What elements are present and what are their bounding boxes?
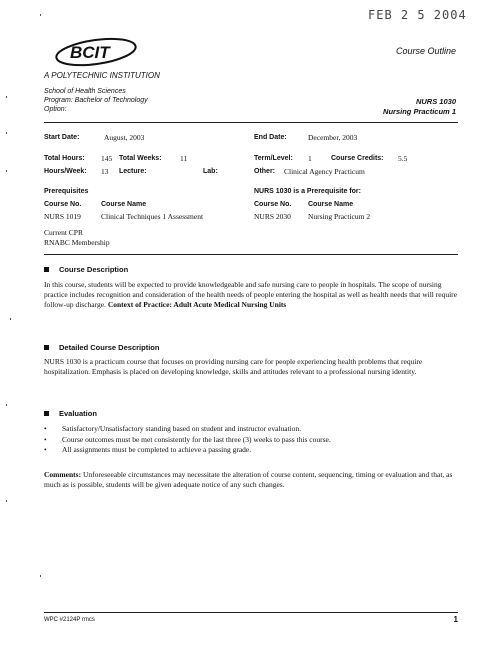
prereq-course-name: Clinical Techniques 1 Assessment	[101, 212, 204, 221]
scan-speck	[6, 404, 7, 406]
prereq-for-course-no: NURS 2030	[254, 212, 291, 221]
page-number: 1	[453, 615, 458, 624]
school-name: School of Health Sciences	[44, 88, 126, 95]
start-date-value: August, 2003	[104, 133, 145, 142]
received-date-stamp: FEB 2 5 2004	[368, 8, 467, 22]
course-description-title: Course Description	[59, 265, 129, 274]
prereq-col-course-no: Course No.	[44, 201, 82, 208]
program-name: Program: Bachelor of Technology	[44, 97, 148, 104]
document-title: Course Outline	[395, 46, 456, 56]
course-credits-value: 5.5	[398, 154, 408, 163]
total-weeks-label: Total Weeks:	[119, 155, 162, 162]
total-hours-label: Total Hours:	[44, 155, 85, 162]
start-date-label: Start Date:	[44, 134, 80, 141]
evaluation-list	[44, 424, 458, 456]
prereq-for-course-name: Nursing Practicum 2	[308, 212, 371, 221]
scan-speck	[6, 96, 7, 98]
scan-speck	[10, 318, 11, 320]
course-description-body: In this course, students will be expected to provide knowledgeable and safe nursing care to people in hospitals. The scope of nursing practice includes recognition and consideration of the health needs of people entering the hospital as well as health needs that will require follow-up discharge.	[44, 280, 457, 309]
course-credits-label: Course Credits:	[331, 155, 384, 162]
section-bullet-icon	[44, 345, 49, 350]
evaluation-item: • Satisfactory/Unsatisfactory standing based on student and instructor evaluation.	[44, 424, 458, 435]
course-title: Nursing Practicum 1	[383, 107, 456, 116]
comments-text: Unforeseeable circumstances may necessitate the alteration of course content, sequencing, timing or evaluation and that, as much as is possible, students will be given adequate notice of any such changes.	[44, 470, 453, 489]
hours-week-value: 13	[101, 167, 109, 176]
info-divider	[44, 254, 458, 255]
evaluation-title: Evaluation	[59, 409, 97, 418]
lab-label: Lab:	[203, 168, 218, 175]
institution-tagline: A POLYTECHNIC INSTITUTION	[44, 71, 160, 80]
other-value: Clinical Agency Practicum	[284, 167, 365, 176]
evaluation-item: • All assignments must be completed to achieve a passing grade.	[44, 445, 458, 456]
total-hours-value: 145	[101, 154, 113, 163]
term-level-label: Term/Level:	[254, 155, 293, 162]
scan-speck	[40, 575, 41, 577]
total-weeks-value: 11	[180, 154, 188, 163]
detailed-description-title: Detailed Course Description	[59, 343, 160, 352]
lecture-label: Lecture:	[119, 168, 147, 175]
end-date-value: December, 2003	[308, 133, 358, 142]
prereq-for-col-course-name: Course Name	[308, 201, 354, 208]
hours-week-label: Hours/Week:	[44, 168, 87, 175]
section-bullet-icon	[44, 411, 49, 416]
section-bullet-icon	[44, 267, 49, 272]
course-code: NURS 1030	[415, 97, 456, 106]
comments-block	[44, 470, 458, 490]
end-date-label: End Date:	[254, 134, 287, 141]
form-id: WPC #2124P rmcs	[44, 617, 95, 623]
evaluation-heading	[44, 409, 97, 418]
course-heading	[383, 97, 456, 117]
term-level-value: 1	[308, 154, 312, 163]
prereq-course-no: NURS 1019	[44, 212, 81, 221]
context-of-practice: Context of Practice: Adult Acute Medical Nursing Units	[107, 300, 287, 309]
scan-speck	[40, 14, 41, 16]
footer-divider	[44, 612, 458, 613]
detailed-description-text: NURS 1030 is a practicum course that focuses on providing nursing care for people experiencing health problems that require hospitalization. Emphasis is placed on developing knowledge, skills and attitudes relevant to a professional nursing identity.	[44, 357, 423, 376]
prereq-extra-rnabc: RNABC Membership	[44, 238, 110, 247]
course-description-text	[44, 280, 458, 310]
comments-label: Comments:	[44, 470, 82, 479]
prereq-extra-cpr: Current CPR	[44, 228, 83, 237]
prereq-for-col-course-no: Course No.	[254, 201, 292, 208]
scan-speck	[6, 500, 7, 502]
prereq-col-course-name: Course Name	[101, 201, 147, 208]
school-block	[44, 87, 148, 114]
logo-text: BCIT	[70, 43, 110, 62]
scan-speck	[6, 170, 7, 172]
header-divider	[44, 122, 458, 123]
other-label: Other:	[254, 168, 275, 175]
evaluation-item: • Course outcomes must be met consistently for the last three (3) weeks to pass this course.	[44, 435, 458, 446]
option-label: Option:	[44, 106, 67, 113]
detailed-description-heading	[44, 343, 159, 352]
course-description-heading	[44, 265, 128, 274]
bcit-logo	[54, 36, 138, 68]
scan-speck	[6, 132, 7, 134]
prerequisites-heading: Prerequisites	[44, 188, 89, 195]
prerequisite-for-heading: NURS 1030 is a Prerequisite for:	[254, 188, 361, 195]
